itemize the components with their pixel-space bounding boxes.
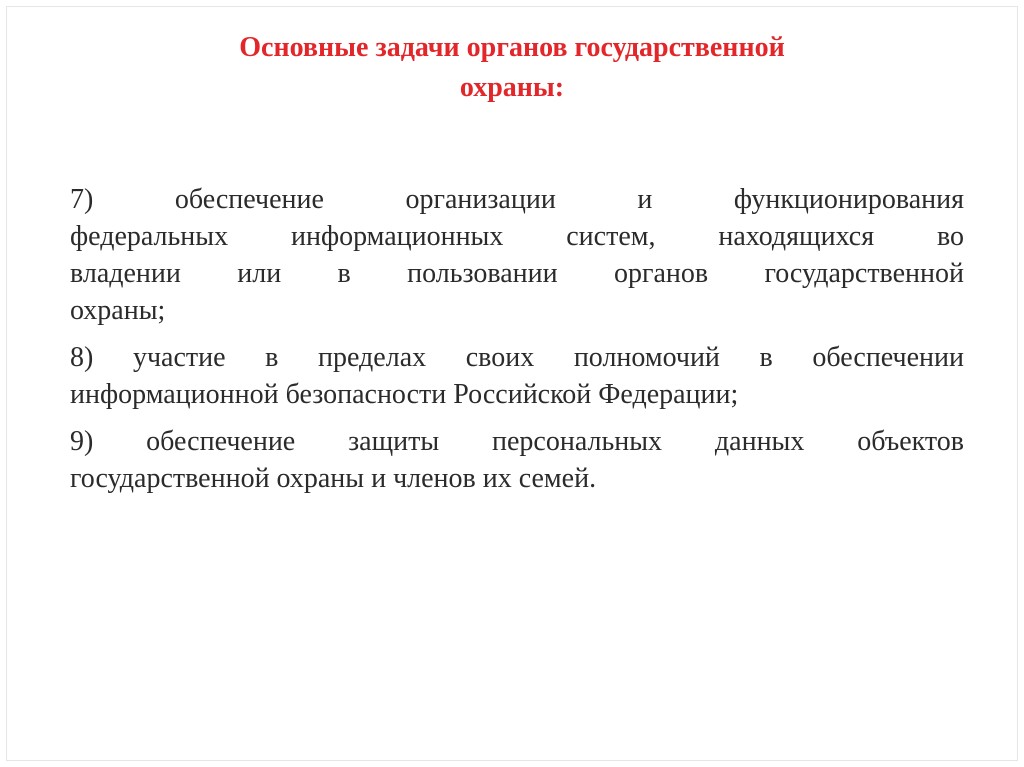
list-item-9	[70, 423, 964, 497]
slide-title-line-2: охраны:	[459, 72, 565, 103]
list-item-8	[70, 339, 964, 413]
slide-title	[80, 28, 944, 108]
list-item-7	[70, 181, 964, 329]
slide-title-line-1: Основные задачи органов государственной	[239, 32, 785, 63]
list-item-7-line-2: федеральных информационных систем, находящихся во	[70, 221, 964, 252]
list-item-7-line-1: 7) обеспечение организации и функционирования	[70, 184, 964, 215]
list-item-7-line-4: охраны;	[70, 295, 166, 326]
list-item-8-line-2: информационной безопасности Российской Федерации;	[70, 379, 739, 410]
list-item-9-line-2: государственной охраны и членов их семей.	[70, 463, 597, 494]
slide-body	[70, 181, 964, 507]
list-item-7-line-3: владении или в пользовании органов государственной	[70, 258, 964, 289]
list-item-8-line-1: 8) участие в пределах своих полномочий в обеспечении	[70, 342, 964, 373]
list-item-9-line-1: 9) обеспечение защиты персональных данных объектов	[70, 426, 964, 457]
